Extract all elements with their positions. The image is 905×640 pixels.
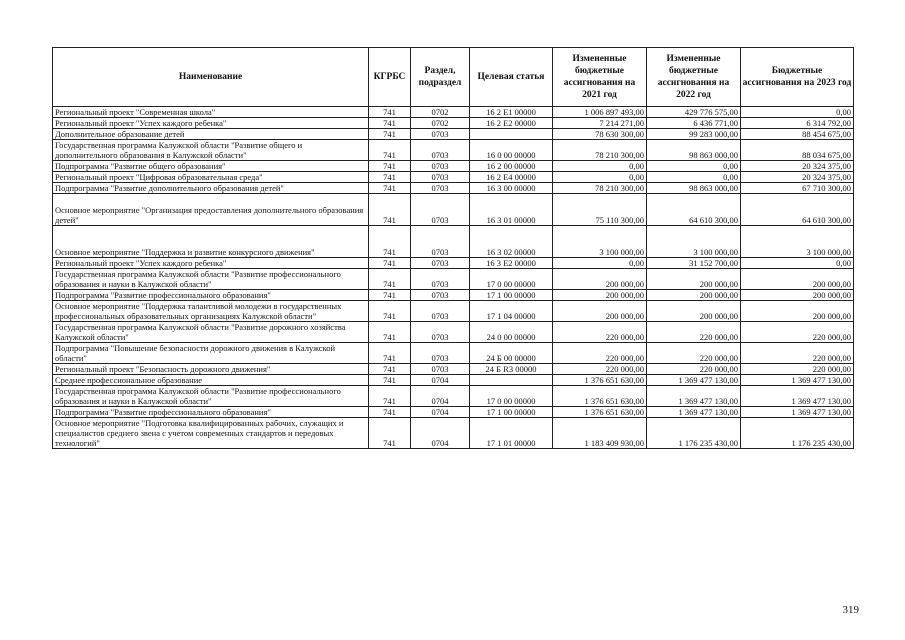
row-amount-2021: 1 376 651 630,00 — [553, 375, 647, 386]
row-amount-2023: 200 000,00 — [741, 301, 854, 322]
row-target-article — [470, 375, 553, 386]
row-amount-2022: 6 436 771,00 — [647, 118, 741, 129]
row-amount-2021: 1 376 651 630,00 — [553, 386, 647, 407]
row-amount-2021: 1 183 409 930,00 — [553, 418, 647, 449]
row-name: Государственная программа Калужской области "Развитие профессионального образования и науки в Калужской области" — [53, 386, 369, 407]
row-amount-2022: 31 152 700,00 — [647, 258, 741, 269]
row-target-article: 17 1 00 00000 — [470, 407, 553, 418]
row-kgrbs: 741 — [369, 364, 411, 375]
row-section: 0702 — [411, 107, 470, 118]
row-amount-2023: 1 369 477 130,00 — [741, 407, 854, 418]
row-amount-2023: 220 000,00 — [741, 322, 854, 343]
table-body — [53, 107, 854, 449]
row-target-article: 16 2 E4 00000 — [470, 172, 553, 183]
row-amount-2021: 200 000,00 — [553, 269, 647, 290]
table-row — [53, 161, 854, 172]
row-name: Государственная программа Калужской области "Развитие дорожного хозяйства Калужской области" — [53, 322, 369, 343]
row-section: 0703 — [411, 129, 470, 140]
row-target-article: 17 1 01 00000 — [470, 418, 553, 449]
row-target-article: 17 0 00 00000 — [470, 386, 553, 407]
row-kgrbs: 741 — [369, 172, 411, 183]
table-row — [53, 118, 854, 129]
row-section: 0703 — [411, 161, 470, 172]
row-kgrbs: 741 — [369, 386, 411, 407]
row-section: 0703 — [411, 140, 470, 161]
row-kgrbs: 741 — [369, 269, 411, 290]
row-amount-2021: 78 210 300,00 — [553, 140, 647, 161]
row-amount-2023: 1 369 477 130,00 — [741, 386, 854, 407]
row-amount-2022: 200 000,00 — [647, 269, 741, 290]
header-section: Раздел, подраздел — [411, 48, 470, 107]
row-amount-2023: 88 454 675,00 — [741, 129, 854, 140]
row-amount-2021: 220 000,00 — [553, 343, 647, 364]
row-amount-2021: 78 210 300,00 — [553, 183, 647, 194]
row-amount-2023: 220 000,00 — [741, 343, 854, 364]
row-amount-2022: 99 283 000,00 — [647, 129, 741, 140]
row-amount-2022: 1 176 235 430,00 — [647, 418, 741, 449]
row-kgrbs: 741 — [369, 129, 411, 140]
table-row — [53, 343, 854, 364]
row-amount-2021: 75 110 300,00 — [553, 194, 647, 226]
header-target-article: Целевая статья — [470, 48, 553, 107]
row-name: Основное мероприятие "Поддержка и развитие конкурсного движения" — [53, 226, 369, 258]
budget-table — [52, 47, 854, 449]
row-kgrbs: 741 — [369, 183, 411, 194]
row-section: 0703 — [411, 194, 470, 226]
row-section: 0704 — [411, 418, 470, 449]
row-amount-2021: 220 000,00 — [553, 322, 647, 343]
row-name: Среднее профессиональное образование — [53, 375, 369, 386]
row-amount-2022: 64 610 300,00 — [647, 194, 741, 226]
row-section: 0703 — [411, 172, 470, 183]
row-amount-2023: 200 000,00 — [741, 290, 854, 301]
table-row — [53, 269, 854, 290]
row-amount-2023: 0,00 — [741, 107, 854, 118]
row-target-article: 16 2 E1 00000 — [470, 107, 553, 118]
row-kgrbs: 741 — [369, 161, 411, 172]
row-name: Подпрограмма "Развитие дополнительного образования детей" — [53, 183, 369, 194]
row-section: 0703 — [411, 364, 470, 375]
row-kgrbs: 741 — [369, 407, 411, 418]
row-amount-2022: 200 000,00 — [647, 301, 741, 322]
table-row — [53, 322, 854, 343]
row-target-article: 16 3 00 00000 — [470, 183, 553, 194]
row-amount-2022: 220 000,00 — [647, 364, 741, 375]
row-target-article: 16 3 01 00000 — [470, 194, 553, 226]
row-kgrbs: 741 — [369, 118, 411, 129]
row-amount-2023: 3 100 000,00 — [741, 226, 854, 258]
row-name: Дополнительное образование детей — [53, 129, 369, 140]
row-kgrbs: 741 — [369, 107, 411, 118]
header-2023: Бюджетные ассигнования на 2023 год — [741, 48, 854, 107]
table-row — [53, 226, 854, 258]
page-number: 319 — [842, 604, 859, 616]
row-section: 0702 — [411, 118, 470, 129]
row-kgrbs: 741 — [369, 258, 411, 269]
table-row — [53, 107, 854, 118]
row-amount-2022: 3 100 000,00 — [647, 226, 741, 258]
row-amount-2021: 200 000,00 — [553, 301, 647, 322]
row-amount-2021: 7 214 271,00 — [553, 118, 647, 129]
row-target-article: 16 2 E2 00000 — [470, 118, 553, 129]
row-amount-2023: 6 314 792,00 — [741, 118, 854, 129]
row-kgrbs: 741 — [369, 140, 411, 161]
row-target-article: 16 0 00 00000 — [470, 140, 553, 161]
row-amount-2021: 220 000,00 — [553, 364, 647, 375]
row-name: Региональный проект "Современная школа" — [53, 107, 369, 118]
row-amount-2023: 0,00 — [741, 258, 854, 269]
table-row — [53, 183, 854, 194]
row-kgrbs: 741 — [369, 418, 411, 449]
row-name: Подпрограмма "Развитие общего образования" — [53, 161, 369, 172]
row-section: 0703 — [411, 226, 470, 258]
row-amount-2021: 0,00 — [553, 161, 647, 172]
row-amount-2022: 98 863 000,00 — [647, 140, 741, 161]
row-name: Региональный проект "Безопасность дорожного движения" — [53, 364, 369, 375]
row-kgrbs: 741 — [369, 290, 411, 301]
row-kgrbs: 741 — [369, 194, 411, 226]
row-section: 0703 — [411, 343, 470, 364]
row-amount-2023: 67 710 300,00 — [741, 183, 854, 194]
row-kgrbs: 741 — [369, 301, 411, 322]
header-kgrbs: КГРБС — [369, 48, 411, 107]
row-amount-2022: 1 369 477 130,00 — [647, 407, 741, 418]
row-amount-2022: 0,00 — [647, 172, 741, 183]
row-section: 0703 — [411, 269, 470, 290]
row-section: 0703 — [411, 301, 470, 322]
row-name: Региональный проект "Цифровая образовательная среда" — [53, 172, 369, 183]
row-name: Основное мероприятие "Подготовка квалифицированных рабочих, служащих и специалистов среднего звена с учетом современных стандартов и передовых технологий" — [53, 418, 369, 449]
row-name: Основное мероприятие "Организация предоставления дополнительного образования детей" — [53, 194, 369, 226]
row-amount-2021: 0,00 — [553, 258, 647, 269]
row-amount-2021: 78 630 300,00 — [553, 129, 647, 140]
table-row — [53, 418, 854, 449]
table-row — [53, 364, 854, 375]
row-name: Подпрограмма "Повышение безопасности дорожного движения в Калужской области" — [53, 343, 369, 364]
row-target-article: 17 1 00 00000 — [470, 290, 553, 301]
row-target-article: 24 Б 00 00000 — [470, 343, 553, 364]
row-amount-2021: 3 100 000,00 — [553, 226, 647, 258]
row-amount-2023: 64 610 300,00 — [741, 194, 854, 226]
table-row — [53, 194, 854, 226]
row-amount-2023: 88 034 675,00 — [741, 140, 854, 161]
row-amount-2022: 220 000,00 — [647, 322, 741, 343]
table-row — [53, 140, 854, 161]
table-row — [53, 375, 854, 386]
row-section: 0703 — [411, 290, 470, 301]
row-target-article: 24 0 00 00000 — [470, 322, 553, 343]
row-target-article: 17 1 04 00000 — [470, 301, 553, 322]
table-row — [53, 386, 854, 407]
row-name: Региональный проект "Успех каждого ребенка" — [53, 118, 369, 129]
row-target-article: 24 Б R3 00000 — [470, 364, 553, 375]
row-amount-2021: 1 006 897 493,00 — [553, 107, 647, 118]
row-target-article: 17 0 00 00000 — [470, 269, 553, 290]
row-amount-2023: 220 000,00 — [741, 364, 854, 375]
row-amount-2021: 200 000,00 — [553, 290, 647, 301]
row-section: 0703 — [411, 322, 470, 343]
row-target-article: 16 3 02 00000 — [470, 226, 553, 258]
row-amount-2022: 200 000,00 — [647, 290, 741, 301]
row-section: 0703 — [411, 183, 470, 194]
row-name: Подпрограмма "Развитие профессионального образования" — [53, 290, 369, 301]
row-kgrbs: 741 — [369, 343, 411, 364]
header-2021: Измененные бюджетные ассигнования на 2021 год — [553, 48, 647, 107]
row-name: Государственная программа Калужской области "Развитие профессионального образования и науки в Калужской области" — [53, 269, 369, 290]
row-amount-2022: 429 776 575,00 — [647, 107, 741, 118]
row-kgrbs: 741 — [369, 375, 411, 386]
table-row — [53, 301, 854, 322]
row-amount-2021: 1 376 651 630,00 — [553, 407, 647, 418]
row-name: Подпрограмма "Развитие профессионального образования" — [53, 407, 369, 418]
row-section: 0704 — [411, 375, 470, 386]
row-kgrbs: 741 — [369, 322, 411, 343]
row-amount-2023: 1 369 477 130,00 — [741, 375, 854, 386]
header-2022: Измененные бюджетные ассигнования на 2022 год — [647, 48, 741, 107]
row-section: 0703 — [411, 258, 470, 269]
table-row — [53, 129, 854, 140]
row-target-article: 16 3 E2 00000 — [470, 258, 553, 269]
row-amount-2022: 1 369 477 130,00 — [647, 386, 741, 407]
row-amount-2022: 0,00 — [647, 161, 741, 172]
table-header-row — [53, 48, 854, 107]
row-name: Государственная программа Калужской области "Развитие общего и дополнительного образования в Калужской области" — [53, 140, 369, 161]
row-amount-2023: 20 324 375,00 — [741, 172, 854, 183]
row-amount-2021: 0,00 — [553, 172, 647, 183]
row-amount-2022: 220 000,00 — [647, 343, 741, 364]
row-amount-2023: 200 000,00 — [741, 269, 854, 290]
row-section: 0704 — [411, 407, 470, 418]
header-name: Наименование — [53, 48, 369, 107]
row-name: Основное мероприятие "Поддержка талантливой молодежи в государственных профессиональных образовательных организациях Калужской области" — [53, 301, 369, 322]
table-row — [53, 407, 854, 418]
table-row — [53, 290, 854, 301]
row-amount-2022: 1 369 477 130,00 — [647, 375, 741, 386]
row-target-article: 16 2 00 00000 — [470, 161, 553, 172]
row-amount-2023: 1 176 235 430,00 — [741, 418, 854, 449]
row-target-article — [470, 129, 553, 140]
row-kgrbs: 741 — [369, 226, 411, 258]
row-amount-2023: 20 324 375,00 — [741, 161, 854, 172]
row-section: 0704 — [411, 386, 470, 407]
row-amount-2022: 98 863 000,00 — [647, 183, 741, 194]
row-name: Региональный проект "Успех каждого ребенка" — [53, 258, 369, 269]
table-row — [53, 172, 854, 183]
table-row — [53, 258, 854, 269]
